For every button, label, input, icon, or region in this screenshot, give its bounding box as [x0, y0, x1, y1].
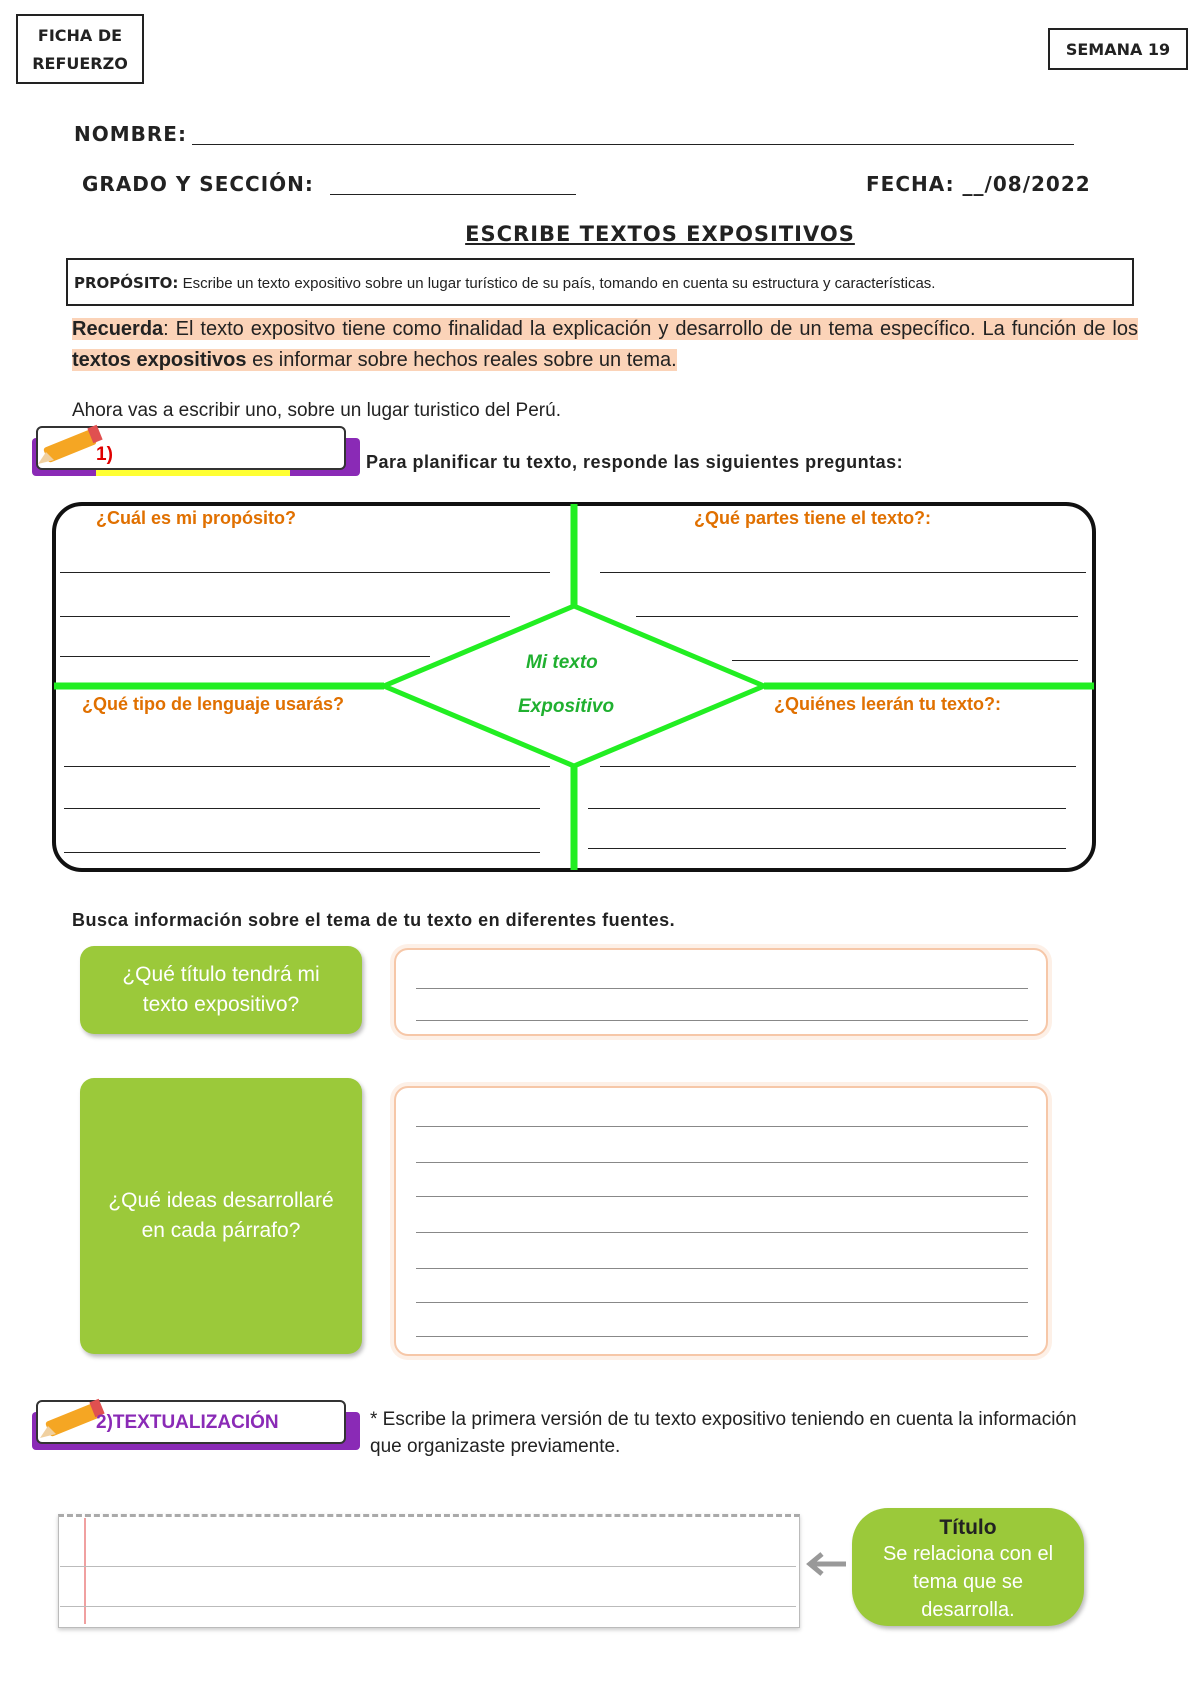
answer-line — [416, 1020, 1028, 1021]
answer-line — [416, 1268, 1028, 1269]
name-label: NOMBRE: — [74, 122, 187, 146]
answer-line[interactable] — [636, 616, 1078, 617]
answer-line[interactable] — [60, 572, 550, 573]
purpose-label: PROPÓSITO: — [74, 274, 179, 292]
week-tag: SEMANA 19 — [1048, 28, 1188, 70]
notebook-paper — [58, 1514, 800, 1628]
worksheet-type-tag — [16, 14, 144, 84]
answer-line — [416, 1302, 1028, 1303]
ideas-question-card: ¿Qué ideas desarrollaré en cada párrafo? — [80, 1078, 362, 1354]
answer-line[interactable] — [588, 848, 1066, 849]
title-hint-bubble — [852, 1508, 1084, 1626]
answer-line[interactable] — [60, 656, 430, 657]
purpose-text: Escribe un texto expositivo sobre un lugar turístico de su país, tomando en cuenta su estructura y características. — [178, 275, 936, 292]
notebook-margin — [84, 1518, 86, 1624]
answer-line[interactable] — [64, 766, 550, 767]
notebook-line — [60, 1606, 796, 1607]
page-title: ESCRIBE TEXTOS EXPOSITIVOS — [465, 222, 855, 246]
reminder-text-2: es informar sobre hechos reales sobre un tema. — [246, 349, 677, 371]
answer-line — [416, 1196, 1028, 1197]
answer-line[interactable] — [588, 808, 1066, 809]
answer-line[interactable] — [64, 808, 540, 809]
purpose-box — [66, 258, 1134, 306]
intro-text: Ahora vas a escribir uno, sobre un lugar turistico del Perú. — [72, 400, 561, 421]
answer-line — [416, 1126, 1028, 1127]
grade-label: GRADO Y SECCIÓN: — [82, 172, 314, 196]
reminder-label: Recuerda — [72, 318, 164, 340]
question-parts: ¿Qué partes tiene el texto?: — [694, 508, 932, 528]
answer-line[interactable] — [600, 572, 1086, 573]
step1-label: 1) — [96, 444, 113, 465]
answer-line — [416, 1336, 1028, 1337]
title-question-card: ¿Qué título tendrá mi texto expositivo? — [80, 946, 362, 1034]
reminder-paragraph — [72, 314, 1138, 376]
reminder-text-1: : El texto expositvo tiene como finalidad la explicación y desarrollo de un tema específico. La función de los — [163, 318, 1138, 340]
hint-title: Título — [939, 1516, 997, 1539]
step1-instruction: Para planificar tu texto, responde las siguientes preguntas: — [366, 452, 904, 472]
search-instruction: Busca información sobre el tema de tu texto en diferentes fuentes. — [72, 910, 676, 930]
worksheet-type-line2: REFUERZO — [32, 54, 128, 73]
center-label-line2: Expositivo — [518, 696, 615, 717]
question-readers: ¿Quiénes leerán tu texto?: — [774, 694, 1002, 714]
grade-field[interactable] — [330, 194, 576, 195]
step2-instruction: * Escribe la primera versión de tu texto expositivo teniendo en cuenta la información que organizaste previamente. — [370, 1409, 1077, 1457]
arrow-left-icon — [804, 1550, 848, 1578]
answer-line — [416, 1162, 1028, 1163]
worksheet-type-line1: FICHA DE — [37, 26, 123, 45]
reminder-bold: textos expositivos — [72, 349, 247, 371]
title-answer-box[interactable] — [394, 948, 1048, 1036]
hint-text: Se relaciona con el tema que se desarrolla. — [882, 1543, 1054, 1621]
answer-line — [416, 1232, 1028, 1233]
answer-line[interactable] — [60, 616, 510, 617]
answer-line[interactable] — [600, 766, 1076, 767]
answer-line — [416, 988, 1028, 989]
question-purpose: ¿Cuál es mi propósito? — [96, 508, 297, 528]
center-label-line1: Mi texto — [526, 652, 598, 673]
answer-line[interactable] — [64, 852, 540, 853]
planning-organizer — [50, 500, 1100, 876]
name-field[interactable] — [192, 144, 1074, 145]
step2-label: 2)TEXTUALIZACIÓN — [96, 1412, 279, 1433]
answer-line[interactable] — [732, 660, 1078, 661]
notebook-line — [60, 1566, 796, 1567]
question-language: ¿Qué tipo de lenguaje usarás? — [82, 694, 345, 714]
date-label: FECHA: __/08/2022 — [866, 172, 1091, 196]
